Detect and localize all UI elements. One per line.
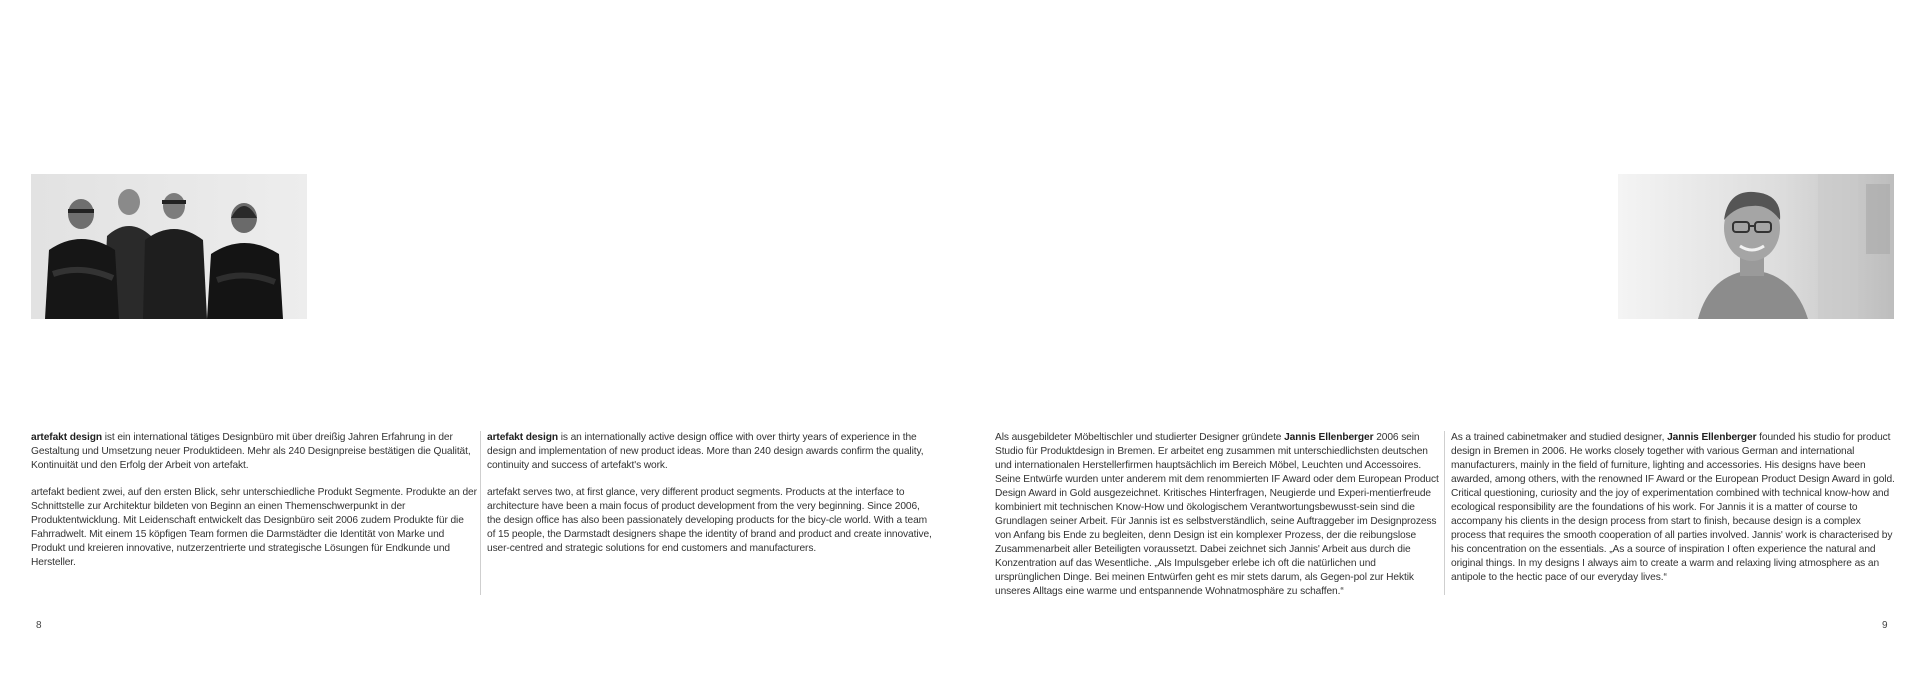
designer-name: Jannis Ellenberger [1667,432,1757,443]
team-photo-image [31,174,307,319]
page-number-right: 9 [1882,620,1888,631]
paragraph-text: ist ein international tätiges Designbüro mit über dreißig Jahren Erfahrung in der Gestaltung und Umsetzung neuer Produktideen. Mehr als 240 Designpreise bestätigen die Qualität, Kontinuität und den Erfolg der Arbeit von artefakt. [31,432,471,471]
paragraph: artefakt serves two, at first glance, very different product segments. Products at the interface to architecture have been a main focus of product development from the very beginning. Since 2006, the design office has also been passionately developing products for the bicy-cle world. With a team of 15 people, the Darmstadt designers shape the identity of brand and product and create innovative, user-centred and strategic solutions for end customers and manufacturers. [487,487,932,554]
text-column-de-left [31,431,477,583]
designer-name: Jannis Ellenberger [1284,432,1374,443]
paragraph [995,431,1441,599]
page-number-left: 8 [36,620,42,631]
column-divider [480,431,481,595]
paragraph [487,431,933,473]
company-name: artefakt design [487,432,558,443]
paragraph-text: 2006 sein Studio für Produktdesign in Bremen. Er arbeitet eng zusammen mit unterschiedlichsten deutschen und internationalen Herstellerfirmen hauptsächlich im Bereich Möbel, Leuchten und Accessoires. Seine Entwürfe wurden unter anderem mit dem renommierten IF Award oder dem European Product Design Award in Gold ausgezeichnet. Kritisches Hinterfragen, Neugierde und Experi-mentierfreude kombiniert mit technischen Know-How und ökologischem Verantwortungsbewusst-sein sind die Grundlagen seiner Arbeit. Für Jannis ist es selbstverständlich, seine Auftraggeber im Designprozess von Anfang bis Ende zu begleiten, denn Design ist ein komplexer Prozess, der die reibungslose Zusammenarbeit aller Beteiligten voraussetzt. Dabei zeichnet sich Jannis' Arbeit aus durch die Konzentration auf das Wesentliche. „Als Impulsgeber erlebe ich oft die natürlichen und ursprünglichen Dinge. Bei meinen Entwürfen geht es mir stets darum, als Gegen-pol zur Hektik unseres Alltags eine warme und entspannende Wohnatmosphäre zu schaffen.“ [995,432,1439,597]
paragraph-text: Als ausgebildeter Möbeltischler und studierter Designer gründete [995,432,1285,443]
column-divider [1444,431,1445,595]
text-column-en-left [487,431,933,569]
portrait-photo [1618,174,1894,319]
company-name: artefakt design [31,432,102,443]
text-column-en-right [1451,431,1897,598]
paragraph: artefakt bedient zwei, auf den ersten Blick, sehr unterschiedliche Produkt Segmente. Produkte an der Schnittstelle zur Architektur bildeten von Beginn an einen Themenschwerpunkt in der Produktentwicklung. Mit Leidenschaft entwickelt das Designbüro seit 2006 zudem Produkte für die Fahrradwelt. Mit einem 15 köpfigen Team formen die Darmstädter die Identität von Marke und Produkt und kreieren innovative, nutzerzentrierte und strategische Lösungen für Endkunde und Hersteller. [31,487,477,568]
portrait-photo-image [1618,174,1894,319]
text-column-de-right [995,431,1441,612]
paragraph-text: founded his studio for product design in Bremen in 2006. He works closely together with various German and international manufacturers, mainly in the field of furniture, lighting and accessories. His designs have been awarded, among others, with the renowned IF Award or the European Product Design Award in gold. Critical questioning, curiosity and the joy of experimentation combined with technical know-how and ecological responsibility are the foundations of his work. For Jannis it is a matter of course to accompany his clients in the design process from start to finish, because design is a complex process that requires the smooth cooperation of all parties involved. Jannis' work is characterised by his concentration on the essentials. „As a source of inspiration I often experience the natural and original things. In my designs I always aim to create a warm and relaxing living atmosphere as an antipole to the hectic pace of our everyday lives.“ [1451,432,1895,583]
paragraph-text: is an internationally active design office with over thirty years of experience in the design and implementation of new product ideas. More than 240 design awards confirm the quality, continuity and success of artefakt's work. [487,432,924,471]
team-photo [31,174,307,319]
paragraph [31,431,477,473]
paragraph [1451,431,1897,585]
paragraph-text: As a trained cabinetmaker and studied designer, [1451,432,1668,443]
